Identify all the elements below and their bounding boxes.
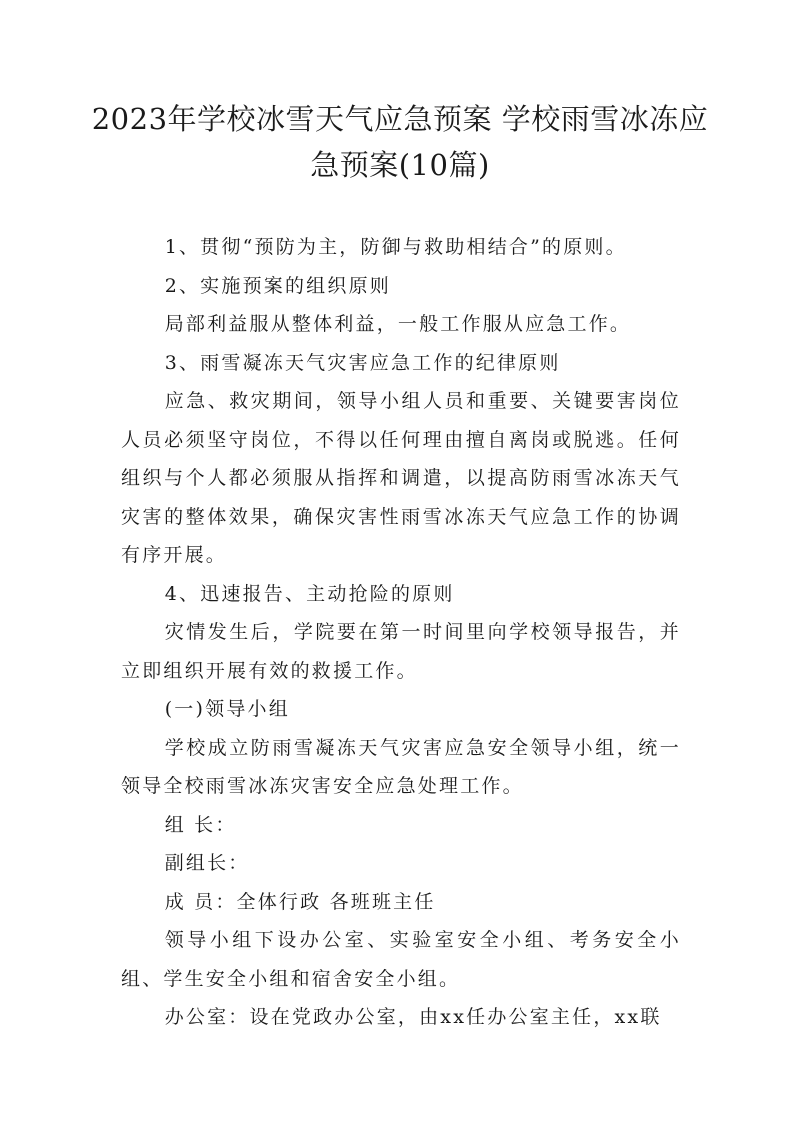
paragraph: 副组长：: [164, 852, 250, 874]
paragraph: 成 员：全体行政 各班班主任: [164, 890, 436, 913]
paragraph: 局部利益服从整体利益，一般工作服从应急工作。: [164, 313, 632, 335]
paragraph: 办公室：设在党政办公室，由xx任办公室主任，xx联: [164, 1006, 662, 1028]
paragraph: 领导小组下设办公室、实验室安全小组、考务安全小组、学生安全小组和宿舍安全小组。: [121, 929, 681, 990]
paragraph: 学校成立防雨雪凝冻天气灾害应急安全领导小组，统一领导全校雨雪冰冻灾害安全应急处理工作。: [121, 736, 681, 797]
paragraph: 灾情发生后，学院要在第一时间里向学校领导报告，并立即组织开展有效的救援工作。: [121, 621, 681, 682]
paragraph: 3、雨雪凝冻天气灾害应急工作的纪律原则: [164, 351, 561, 374]
paragraph: 组 长：: [164, 813, 237, 836]
paragraph: 4、迅速报告、主动抢险的原则: [164, 582, 455, 605]
paragraph: 2、实施预案的组织原则: [164, 274, 391, 297]
document-body: [121, 228, 681, 1037]
paragraph: 1、贯彻“预防为主，防御与救助相结合”的原则。: [164, 236, 627, 258]
paragraph: 应急、救灾期间，领导小组人员和重要、关键要害岗位人员必须坚守岗位，不得以任何理由擅自离岗或脱逃。任何组织与个人都必须服从指挥和调遣，以提高防雨雪冰冻天气灾害的整体效果，确保灾害性雨雪冰冻天气应急工作的协调有序开展。: [121, 390, 681, 566]
document-title: 2023年学校冰雪天气应急预案 学校雨雪冰冻应急预案(10篇): [91, 102, 709, 182]
paragraph: (一)领导小组: [164, 698, 290, 720]
